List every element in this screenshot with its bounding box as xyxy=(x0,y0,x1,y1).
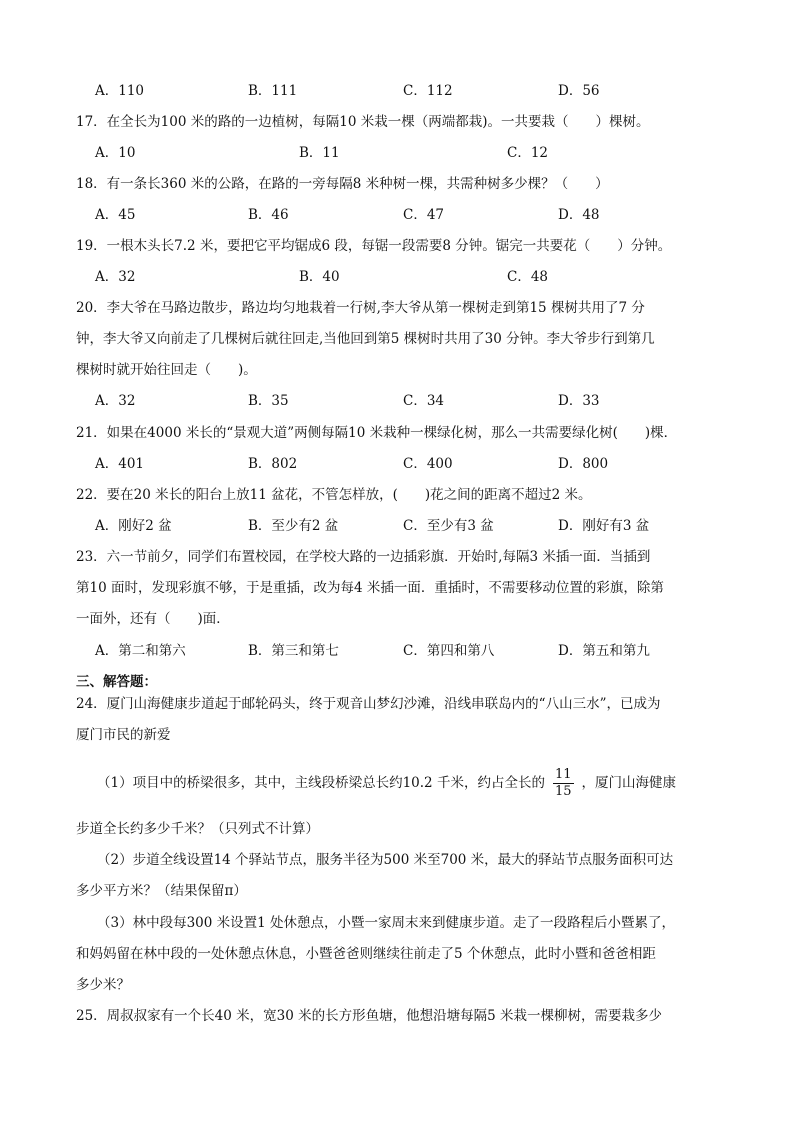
q23-option-d: D．第五和第九 xyxy=(558,643,650,659)
q24-part-2-line-1: （2）步道全线设置14 个驿站节点，服务半径为500 米至700 米，最大的驿站节点服务面积可达 xyxy=(97,852,674,868)
q18-stem: 18．有一条长360 米的公路，在路的一旁每隔8 米种树一棵，共需种树多少棵？（ ） xyxy=(76,176,609,192)
q17-option-b: B．11 xyxy=(299,145,340,161)
q17-stem: 17．在全长为100 米的路的一边植树，每隔10 米栽一棵（两端都栽)。一共要栽（ ）棵树。 xyxy=(76,114,650,130)
q24-part-2-line-2: 多少平方米？（结果保留π） xyxy=(76,883,247,899)
q23-options xyxy=(95,641,724,661)
fraction-11-15 xyxy=(553,767,574,800)
q18-option-d: D．48 xyxy=(558,207,600,223)
q23-stem-line-1: 23．六一节前夕，同学们布置校园，在学校大路的一边插彩旗．开始时,每隔3 米插一面．当插到 xyxy=(76,549,651,565)
q17-options xyxy=(95,143,724,163)
fraction-denominator: 15 xyxy=(554,784,572,799)
q24-stem-line-2: 厦门市民的新爱 xyxy=(76,727,171,743)
q20-stem-line-3: 棵树时就开始往回走（ )。 xyxy=(76,362,257,378)
q20-stem-line-1: 20．李大爷在马路边散步，路边均匀地栽着一行树,李大爷从第一棵树走到第15 棵树共用了7 分 xyxy=(76,300,645,316)
q24-part-1-text-after: ，厦门山海健康 xyxy=(581,775,676,791)
q22-option-a: A．刚好2 盆 xyxy=(95,518,172,534)
q17-option-c: C．12 xyxy=(507,145,549,161)
q21-option-d: D．800 xyxy=(558,456,609,472)
q24-part-3-line-2: 和妈妈留在林中段的一处休憩点休息，小暨爸爸则继续往前走了5 个休憩点，此时小暨和爸爸相距 xyxy=(76,946,656,962)
fraction-numerator: 11 xyxy=(554,767,572,782)
q23-option-b: B．第三和第七 xyxy=(248,643,339,659)
q24-stem-line-1: 24．厦门山海健康步道起于邮轮码头，终于观音山梦幻沙滩，沿线串联岛内的“八山三水”，已成为 xyxy=(76,696,661,712)
q21-stem: 21．如果在4000 米长的“景观大道”两侧每隔10 米栽种一棵绿化树，那么一共需要绿化树( )棵． xyxy=(76,425,678,441)
q24-part-1-line-1 xyxy=(97,766,724,800)
q22-options xyxy=(95,516,724,536)
q22-stem: 22．要在20 米长的阳台上放11 盆花，不管怎样放，( )花之间的距离不超过2 米。 xyxy=(76,487,592,503)
q17-option-a: A．10 xyxy=(95,145,136,161)
q24-part-3-line-1: （3）林中段每300 米设置1 处休憩点，小暨一家周末来到健康步道。走了一段路程后小暨累了， xyxy=(97,915,676,931)
q24-part-1-text-before: （1）项目中的桥梁很多，其中，主线段桥梁总长约10.2 千米，约占全长的 xyxy=(97,775,545,791)
q19-stem: 19．一根木头长7.2 米，要把它平均锯成6 段，每锯一段需要8 分钟。锯完一共要花（ ）分钟。 xyxy=(76,238,672,254)
q20-option-d: D．33 xyxy=(558,393,600,409)
q20-options xyxy=(95,391,724,411)
q19-options xyxy=(95,267,724,287)
q25-stem: 25．周叔叔家有一个长40 米，宽30 米的长方形鱼塘，他想沿塘每隔5 米栽一棵柳树，需要栽多少 xyxy=(76,1008,662,1024)
q19-option-c: C．48 xyxy=(507,269,549,285)
q19-option-b: B．40 xyxy=(299,269,340,285)
q22-option-c: C．至少有3 盆 xyxy=(403,518,494,534)
q23-stem-line-2: 第10 面时，发现彩旗不够，于是重插，改为每4 米插一面．重插时，不需要移动位置的彩旗，除第 xyxy=(76,580,664,596)
q21-option-a: A．401 xyxy=(95,456,145,472)
q23-option-a: A．第二和第六 xyxy=(95,643,186,659)
q24-part-1-line-2: 步道全长约多少千米？（只列式不计算） xyxy=(76,821,319,837)
q23-stem-line-3: 一面外，还有（ )面． xyxy=(76,611,230,627)
q18-option-b: B．46 xyxy=(248,207,289,223)
q21-options xyxy=(95,454,724,474)
q16-options xyxy=(95,81,724,101)
q16-option-b: B．111 xyxy=(248,83,298,99)
q18-option-a: A．45 xyxy=(95,207,136,223)
q18-option-c: C．47 xyxy=(403,207,445,223)
q20-option-b: B．35 xyxy=(248,393,289,409)
q19-option-a: A．32 xyxy=(95,269,136,285)
q22-option-b: B．至少有2 盆 xyxy=(248,518,339,534)
section-3-heading: 三、解答题： xyxy=(76,674,157,690)
q16-option-d: D．56 xyxy=(558,83,600,99)
q21-option-b: B．802 xyxy=(248,456,298,472)
q16-option-c: C．112 xyxy=(403,83,453,99)
q16-option-a: A．110 xyxy=(95,83,145,99)
q18-options xyxy=(95,205,724,225)
q21-option-c: C．400 xyxy=(403,456,453,472)
q20-option-c: C．34 xyxy=(403,393,445,409)
q20-stem-line-2: 钟，李大爷又向前走了几棵树后就往回走,当他回到第5 棵树时共用了30 分钟。李大爷步行到第几 xyxy=(76,331,655,347)
q20-option-a: A．32 xyxy=(95,393,136,409)
q22-option-d: D．刚好有3 盆 xyxy=(558,518,650,534)
q23-option-c: C．第四和第八 xyxy=(403,643,495,659)
q24-part-3-line-3: 多少米？ xyxy=(76,977,130,993)
